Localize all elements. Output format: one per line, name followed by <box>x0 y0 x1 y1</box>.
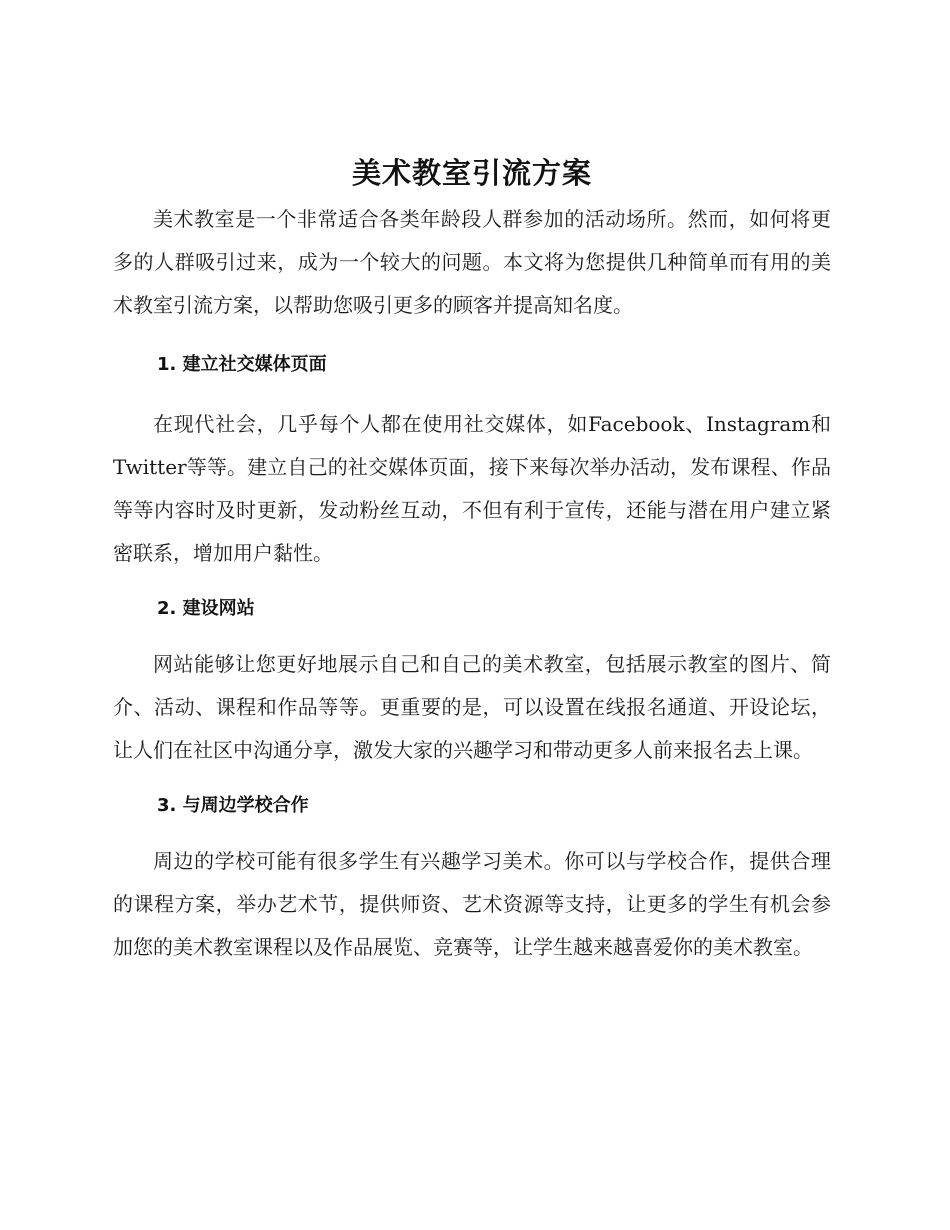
document-title: 美术教室引流方案 <box>351 156 592 190</box>
intro-paragraph: 美术教室是一个非常适合各类年龄段人群参加的活动场所。然而，如何将更多的人群吸引过来，成为一个较大的问题。本文将为您提供几种简单而有用的美术教室引流方案，以帮助您吸引更多的顾客并提高知名度。 <box>113 207 831 317</box>
section-body-social-media: 在现代社会，几乎每个人都在使用社交媒体，如Facebook、Instagram和Twitter等等。建立自己的社交媒体页面，接下来每次举办活动，发布课程、作品等等内容时及时更新，发动粉丝互动，不但有利于宣传，还能与潜在用户建立紧密联系，增加用户黏性。 <box>113 412 831 565</box>
section-heading-social-media: 1. 建立社交媒体页面 <box>157 354 327 375</box>
section-body-website: 网站能够让您更好地展示自己和自己的美术教室，包括展示教室的图片、简介、活动、课程和作品等等。更重要的是，可以设置在线报名通道、开设论坛，让人们在社区中沟通分享，激发大家的兴趣学习和带动更多人前来报名去上课。 <box>113 652 831 762</box>
section-heading-website: 2. 建设网站 <box>157 598 255 619</box>
section-body-school-cooperation: 周边的学校可能有很多学生有兴趣学习美术。你可以与学校合作，提供合理的课程方案，举办艺术节，提供师资、艺术资源等支持，让更多的学生有机会参加您的美术教室课程以及作品展览、竞赛等，让学生越来越喜爱你的美术教室。 <box>113 849 831 959</box>
document-body <box>113 148 831 969</box>
section-heading-school-cooperation: 3. 与周边学校合作 <box>157 795 309 816</box>
